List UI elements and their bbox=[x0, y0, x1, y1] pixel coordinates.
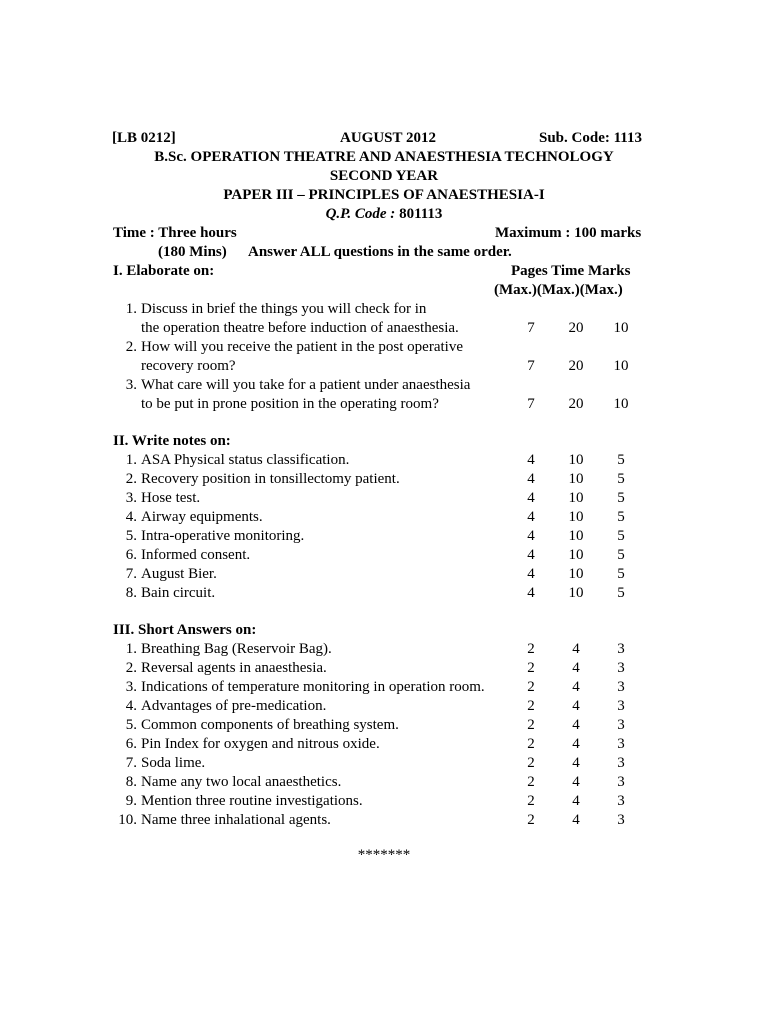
question-number: 8. bbox=[125, 585, 137, 601]
question-time: 10 bbox=[568, 566, 584, 582]
question-row bbox=[0, 659, 768, 678]
question-pages: 4 bbox=[527, 452, 535, 468]
question-pages: 2 bbox=[527, 774, 535, 790]
question-text: Discuss in brief the things you will check for in bbox=[141, 301, 427, 317]
question-row bbox=[0, 584, 768, 603]
question-marks: 3 bbox=[617, 736, 625, 752]
question-text: Hose test. bbox=[141, 490, 201, 506]
question-marks: 10 bbox=[613, 396, 629, 412]
question-marks: 5 bbox=[617, 490, 625, 506]
question-pages: 7 bbox=[527, 358, 535, 374]
question-row bbox=[0, 357, 768, 376]
question-row bbox=[0, 508, 768, 527]
question-row bbox=[0, 811, 768, 830]
question-text: Pin Index for oxygen and nitrous oxide. bbox=[141, 736, 380, 752]
question-time: 4 bbox=[572, 660, 580, 676]
question-time: 20 bbox=[568, 396, 584, 412]
question-text: Mention three routine investigations. bbox=[141, 793, 363, 809]
question-pages: 4 bbox=[527, 490, 535, 506]
question-row bbox=[0, 565, 768, 584]
question-pages: 4 bbox=[527, 547, 535, 563]
exam-duration-mins: (180 Mins) bbox=[158, 244, 227, 260]
question-time: 10 bbox=[568, 547, 584, 563]
question-text: to be put in prone position in the operating room? bbox=[141, 396, 439, 412]
question-time: 4 bbox=[572, 774, 580, 790]
year-title: SECOND YEAR bbox=[329, 168, 439, 184]
question-pages: 4 bbox=[527, 471, 535, 487]
question-row bbox=[0, 716, 768, 735]
question-time: 4 bbox=[572, 793, 580, 809]
question-marks: 3 bbox=[617, 698, 625, 714]
exam-instruction: Answer ALL questions in the same order. bbox=[248, 244, 512, 260]
question-text: Indications of temperature monitoring in operation room. bbox=[141, 679, 485, 695]
question-time: 4 bbox=[572, 755, 580, 771]
question-text: Informed consent. bbox=[141, 547, 251, 563]
question-marks: 5 bbox=[617, 471, 625, 487]
question-pages: 4 bbox=[527, 528, 535, 544]
exam-month-year: AUGUST 2012 bbox=[340, 130, 436, 146]
question-row bbox=[0, 640, 768, 659]
question-row bbox=[0, 300, 768, 319]
question-time: 10 bbox=[568, 585, 584, 601]
question-row bbox=[0, 735, 768, 754]
question-row bbox=[0, 546, 768, 565]
question-row bbox=[0, 489, 768, 508]
question-marks: 3 bbox=[617, 793, 625, 809]
question-marks: 5 bbox=[617, 509, 625, 525]
maximum-marks: Maximum : 100 marks bbox=[495, 225, 642, 241]
question-marks: 3 bbox=[617, 755, 625, 771]
question-time: 10 bbox=[568, 509, 584, 525]
qp-code-value: 801113 bbox=[399, 206, 443, 222]
question-row bbox=[0, 773, 768, 792]
question-time: 10 bbox=[568, 528, 584, 544]
question-number: 3. bbox=[125, 679, 137, 695]
question-row bbox=[0, 678, 768, 697]
question-number: 4. bbox=[125, 509, 137, 525]
question-number: 8. bbox=[125, 774, 137, 790]
question-marks: 5 bbox=[617, 566, 625, 582]
question-number: 10. bbox=[118, 812, 137, 828]
column-header-line1: Pages Time Marks bbox=[511, 263, 631, 279]
question-text: What care will you take for a patient under anaesthesia bbox=[141, 377, 471, 393]
qp-code bbox=[0, 205, 768, 224]
question-time: 4 bbox=[572, 698, 580, 714]
question-number: 7. bbox=[125, 566, 137, 582]
question-marks: 5 bbox=[617, 452, 625, 468]
question-marks: 5 bbox=[617, 547, 625, 563]
question-row bbox=[0, 527, 768, 546]
question-row bbox=[0, 395, 768, 414]
question-time: 20 bbox=[568, 358, 584, 374]
question-pages: 4 bbox=[527, 585, 535, 601]
question-row bbox=[0, 470, 768, 489]
question-text: the operation theatre before induction of anaesthesia. bbox=[141, 320, 459, 336]
question-number: 5. bbox=[125, 717, 137, 733]
question-text: Bain circuit. bbox=[141, 585, 216, 601]
question-marks: 3 bbox=[617, 679, 625, 695]
question-text: Breathing Bag (Reservoir Bag). bbox=[141, 641, 332, 657]
question-pages: 2 bbox=[527, 641, 535, 657]
question-pages: 2 bbox=[527, 698, 535, 714]
question-pages: 2 bbox=[527, 755, 535, 771]
question-number: 6. bbox=[125, 736, 137, 752]
question-text: Intra-operative monitoring. bbox=[141, 528, 305, 544]
question-pages: 7 bbox=[527, 320, 535, 336]
question-text: Common components of breathing system. bbox=[141, 717, 399, 733]
question-time: 4 bbox=[572, 679, 580, 695]
question-text: recovery room? bbox=[141, 358, 236, 374]
question-marks: 3 bbox=[617, 641, 625, 657]
qp-code-label: Q.P. Code : bbox=[325, 206, 396, 222]
subject-code: Sub. Code: 1113 bbox=[539, 130, 642, 146]
section-1-title: I. Elaborate on: bbox=[113, 263, 215, 279]
question-pages: 2 bbox=[527, 679, 535, 695]
section-2-title: II. Write notes on: bbox=[113, 433, 231, 449]
question-pages: 4 bbox=[527, 566, 535, 582]
question-pages: 2 bbox=[527, 793, 535, 809]
question-number: 3. bbox=[125, 490, 137, 506]
question-number: 2. bbox=[125, 660, 137, 676]
question-marks: 10 bbox=[613, 320, 629, 336]
question-text: ASA Physical status classification. bbox=[141, 452, 350, 468]
question-time: 4 bbox=[572, 812, 580, 828]
question-time: 4 bbox=[572, 641, 580, 657]
question-pages: 2 bbox=[527, 717, 535, 733]
question-text: Recovery position in tonsillectomy patient. bbox=[141, 471, 400, 487]
question-number: 2. bbox=[125, 471, 137, 487]
question-time: 10 bbox=[568, 471, 584, 487]
course-title: B.Sc. OPERATION THEATRE AND ANAESTHESIA TECHNOLOGY bbox=[154, 149, 614, 165]
exam-duration: Time : Three hours bbox=[113, 225, 237, 241]
question-marks: 3 bbox=[617, 774, 625, 790]
question-text: Reversal agents in anaesthesia. bbox=[141, 660, 327, 676]
question-text: Advantages of pre-medication. bbox=[141, 698, 327, 714]
question-marks: 3 bbox=[617, 717, 625, 733]
question-text: Name three inhalational agents. bbox=[141, 812, 331, 828]
question-text: Name any two local anaesthetics. bbox=[141, 774, 342, 790]
question-pages: 2 bbox=[527, 736, 535, 752]
question-row bbox=[0, 451, 768, 470]
question-marks: 10 bbox=[613, 358, 629, 374]
question-number: 1. bbox=[125, 301, 137, 317]
question-number: 2. bbox=[125, 339, 137, 355]
question-marks: 5 bbox=[617, 528, 625, 544]
question-row bbox=[0, 338, 768, 357]
end-of-paper-marker: ******* bbox=[357, 847, 411, 863]
question-text: How will you receive the patient in the post operative bbox=[141, 339, 463, 355]
question-text: Airway equipments. bbox=[141, 509, 263, 525]
question-number: 4. bbox=[125, 698, 137, 714]
question-row bbox=[0, 792, 768, 811]
question-row bbox=[0, 697, 768, 716]
question-number: 6. bbox=[125, 547, 137, 563]
question-time: 4 bbox=[572, 717, 580, 733]
question-number: 5. bbox=[125, 528, 137, 544]
question-pages: 7 bbox=[527, 396, 535, 412]
column-header-line2: (Max.)(Max.)(Max.) bbox=[494, 282, 623, 298]
question-marks: 5 bbox=[617, 585, 625, 601]
paper-title: PAPER III – PRINCIPLES OF ANAESTHESIA-I bbox=[223, 187, 545, 203]
question-number: 1. bbox=[125, 452, 137, 468]
question-number: 7. bbox=[125, 755, 137, 771]
question-time: 20 bbox=[568, 320, 584, 336]
question-marks: 3 bbox=[617, 812, 625, 828]
question-pages: 2 bbox=[527, 812, 535, 828]
question-marks: 3 bbox=[617, 660, 625, 676]
lb-code: [LB 0212] bbox=[112, 130, 176, 146]
question-text: August Bier. bbox=[141, 566, 217, 582]
question-text: Soda lime. bbox=[141, 755, 206, 771]
question-pages: 4 bbox=[527, 509, 535, 525]
question-row bbox=[0, 319, 768, 338]
question-row bbox=[0, 754, 768, 773]
question-number: 1. bbox=[125, 641, 137, 657]
question-time: 10 bbox=[568, 490, 584, 506]
question-time: 10 bbox=[568, 452, 584, 468]
question-number: 3. bbox=[125, 377, 137, 393]
section-3-title: III. Short Answers on: bbox=[113, 622, 257, 638]
question-time: 4 bbox=[572, 736, 580, 752]
question-number: 9. bbox=[125, 793, 137, 809]
question-pages: 2 bbox=[527, 660, 535, 676]
question-row bbox=[0, 376, 768, 395]
